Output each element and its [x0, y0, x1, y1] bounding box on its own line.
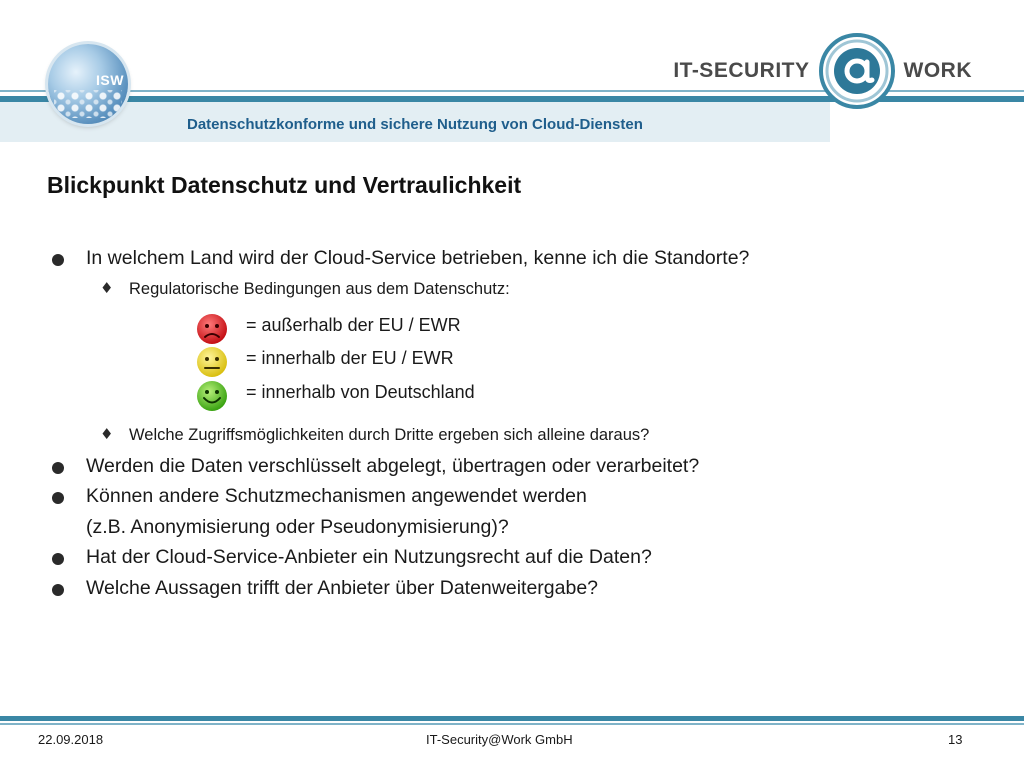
happy-face-icon — [196, 380, 228, 412]
brand-logo — [673, 30, 972, 112]
bullet-text-usage-right: Hat der Cloud-Service-Anbieter ein Nutzungsrecht auf die Daten? — [86, 546, 652, 568]
bullet-dot — [52, 492, 64, 504]
bullet-text-protection-line1: Können andere Schutzmechanismen angewendet werden — [86, 485, 587, 507]
diamond-bullet-icon: ♦ — [100, 425, 114, 443]
legend-outside-eu: = außerhalb der EU / EWR — [246, 315, 461, 335]
legend-germany: = innerhalb von Deutschland — [246, 382, 475, 402]
bullet-dot — [52, 584, 64, 596]
at-sign-icon — [818, 32, 896, 110]
footer-band — [0, 716, 1024, 721]
legend-inside-eu: = innerhalb der EU / EWR — [246, 348, 454, 368]
slide-title: Blickpunkt Datenschutz und Vertraulichkeit — [47, 172, 522, 198]
sad-face-icon — [196, 313, 228, 345]
isw-logo-text: ISW — [96, 72, 124, 88]
bullet-text-protection-line2: (z.B. Anonymisierung oder Pseudonymisierung)? — [86, 516, 509, 538]
logo-globe-dots — [54, 90, 122, 118]
bullet-dot — [52, 553, 64, 565]
subbullet-regulatory: Regulatorische Bedingungen aus dem Datenschutz: — [129, 280, 510, 298]
footer-date: 22.09.2018 — [38, 732, 104, 747]
bullet-dot — [52, 254, 64, 266]
footer-page-number: 13 — [948, 732, 963, 747]
bullet-text-location: In welchem Land wird der Cloud-Service betrieben, kenne ich die Standorte? — [86, 247, 750, 269]
bullet-text-encryption: Werden die Daten verschlüsselt abgelegt, übertragen oder verarbeitet? — [86, 455, 700, 477]
brand-text-left: IT-SECURITY — [673, 59, 810, 82]
presentation-subtitle: Datenschutzkonforme und sichere Nutzung von Cloud-Diensten — [187, 116, 643, 133]
diamond-bullet-icon: ♦ — [100, 279, 114, 297]
neutral-face-icon — [196, 346, 228, 378]
footer-company: IT-Security@Work GmbH — [426, 732, 573, 747]
bullet-dot — [52, 462, 64, 474]
brand-text-right: WORK — [903, 59, 972, 82]
footer-line — [0, 723, 1024, 725]
bullet-text-data-sharing: Welche Aussagen trifft der Anbieter über Datenweitergabe? — [86, 577, 599, 599]
subbullet-third-party-access: Welche Zugriffsmöglichkeiten durch Dritte ergeben sich alleine daraus? — [129, 426, 650, 444]
